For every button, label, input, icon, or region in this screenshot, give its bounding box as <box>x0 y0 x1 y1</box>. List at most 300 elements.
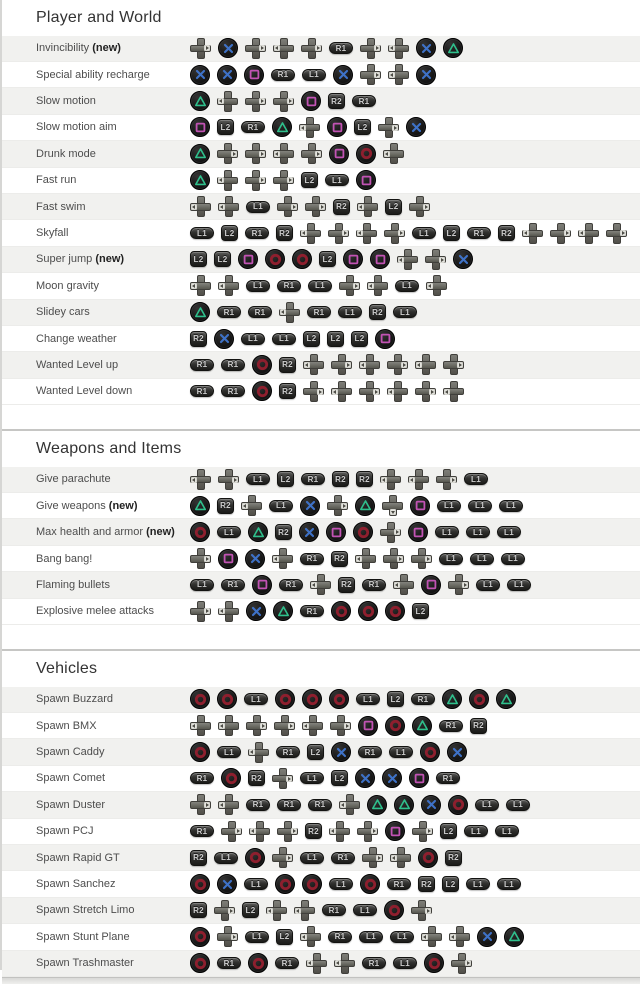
cheat-name-text: Spawn Trashmaster <box>36 957 134 970</box>
cheat-row <box>2 352 640 378</box>
ps-r1-icon: R1 <box>279 579 303 591</box>
ps-r1-icon: R1 <box>358 746 382 758</box>
ps-r2-icon: R2 <box>190 331 207 347</box>
ps-r2-icon: R2 <box>333 199 350 215</box>
ps-l1-icon: L1 <box>244 693 268 705</box>
ps-square-icon <box>408 522 428 542</box>
cheat-name <box>36 227 190 239</box>
ps-circle-icon <box>190 874 210 894</box>
cheat-name <box>36 799 190 811</box>
cheat-row <box>2 924 640 950</box>
cheat-name <box>36 359 190 371</box>
ps-r1-icon: R1 <box>300 605 324 617</box>
cheat-name-text: Flaming bullets <box>36 578 110 591</box>
dpad-left-icon <box>248 742 269 763</box>
ps-r1-icon: R1 <box>436 772 460 784</box>
ps-cross-icon <box>416 38 436 58</box>
ps-l1-icon: L1 <box>464 825 488 837</box>
ps-circle-icon <box>292 249 312 269</box>
cheat-row <box>2 467 640 493</box>
ps-l1-icon: L1 <box>475 799 499 811</box>
button-sequence <box>190 91 376 112</box>
button-sequence <box>190 715 487 736</box>
dpad-left-icon <box>218 275 239 296</box>
ps-cross-icon <box>190 65 210 85</box>
button-sequence <box>190 689 516 709</box>
cheat-name <box>36 69 190 81</box>
ps-circle-icon <box>190 522 210 542</box>
dpad-right-icon <box>305 196 326 217</box>
cheat-name-text: Max health and armor <box>36 526 143 539</box>
cheat-row <box>2 572 640 598</box>
dpad-right-icon <box>606 223 627 244</box>
ps-r2-icon: R2 <box>356 471 373 487</box>
ps-r1-icon: R1 <box>352 95 376 107</box>
dpad-right-icon <box>273 170 294 191</box>
ps-circle-icon <box>190 927 210 947</box>
dpad-right-icon <box>301 38 322 59</box>
button-sequence <box>190 38 463 59</box>
cheat-name-text: Skyfall <box>36 227 69 240</box>
ps-l1-icon: L1 <box>245 931 269 943</box>
cheat-name <box>36 852 190 864</box>
dpad-right-icon <box>277 196 298 217</box>
ps-triangle-icon <box>190 170 210 190</box>
ps-l1-icon: L1 <box>507 579 531 591</box>
ps-l1-icon: L1 <box>244 878 268 890</box>
ps-l1-icon: L1 <box>190 227 214 239</box>
ps-r2-icon: R2 <box>190 902 207 918</box>
cheat-name <box>36 772 190 784</box>
ps-r1-icon: R1 <box>217 306 241 318</box>
ps-l1-icon: L1 <box>464 473 488 485</box>
dpad-left-icon <box>218 794 239 815</box>
dpad-right-icon <box>383 548 404 569</box>
page-bottom-edge <box>2 977 640 984</box>
ps-circle-icon <box>252 355 272 375</box>
ps-cross-icon <box>245 549 265 569</box>
ps-l2-icon: L2 <box>354 119 371 135</box>
dpad-right-icon <box>274 715 295 736</box>
dpad-right-icon <box>451 953 472 974</box>
cheat-name-text: Spawn Buzzard <box>36 693 114 706</box>
ps-r2-icon: R2 <box>328 93 345 109</box>
ps-r1-icon: R1 <box>190 825 214 837</box>
new-badge: (new) <box>92 42 121 55</box>
ps-triangle-icon <box>248 522 268 542</box>
dpad-right-icon <box>217 143 238 164</box>
dpad-left-icon <box>331 381 352 402</box>
button-sequence <box>190 64 436 85</box>
ps-circle-icon <box>356 144 376 164</box>
button-sequence <box>190 926 524 947</box>
ps-r1-icon: R1 <box>277 280 301 292</box>
dpad-left-icon <box>334 953 355 974</box>
ps-r2-icon: R2 <box>305 823 322 839</box>
dpad-left-icon <box>279 302 300 323</box>
ps-square-icon <box>238 249 258 269</box>
ps-square-icon <box>190 117 210 137</box>
ps-triangle-icon <box>443 38 463 58</box>
cheat-row <box>2 546 640 572</box>
cheat-name-text: Special ability recharge <box>36 68 150 81</box>
ps-l1-icon: L1 <box>329 878 353 890</box>
cheat-row <box>2 819 640 845</box>
ps-circle-icon <box>329 689 349 709</box>
dpad-right-icon <box>328 223 349 244</box>
ps-l1-icon: L1 <box>302 69 326 81</box>
dpad-right-icon <box>301 143 322 164</box>
cheat-name-text: Give weapons <box>36 499 106 512</box>
ps-square-icon <box>244 65 264 85</box>
dpad-left-icon <box>443 381 464 402</box>
dpad-left-icon <box>393 574 414 595</box>
ps-l2-icon: L2 <box>442 876 459 892</box>
dpad-right-icon <box>360 38 381 59</box>
ps-l2-icon: L2 <box>221 225 238 241</box>
dpad-left-icon <box>421 926 442 947</box>
cheat-row <box>2 326 640 352</box>
cheat-row <box>2 273 640 299</box>
cheat-row <box>2 168 640 194</box>
button-sequence <box>190 275 447 296</box>
section-player-and-world <box>2 0 640 405</box>
ps-triangle-icon <box>496 689 516 709</box>
cheat-row <box>2 519 640 545</box>
ps-cross-icon <box>453 249 473 269</box>
dpad-left-icon <box>356 223 377 244</box>
cheat-name-text: Spawn Caddy <box>36 746 105 759</box>
ps-square-icon <box>370 249 390 269</box>
ps-square-icon <box>409 768 429 788</box>
dpad-right-icon <box>327 495 348 516</box>
ps-l2-icon: L2 <box>301 172 318 188</box>
ps-l1-icon: L1 <box>389 746 413 758</box>
cheats-page <box>2 0 640 977</box>
ps-triangle-icon <box>412 716 432 736</box>
ps-l1-icon: L1 <box>497 526 521 538</box>
ps-cross-icon <box>246 601 266 621</box>
ps-l1-icon: L1 <box>246 473 270 485</box>
dpad-left-icon <box>299 117 320 138</box>
ps-square-icon <box>421 575 441 595</box>
cheat-row <box>2 687 640 713</box>
cheat-name-text: Fast run <box>36 174 77 187</box>
cheat-name-text: Spawn Stretch Limo <box>36 904 135 917</box>
cheat-name <box>36 174 190 186</box>
dpad-left-icon <box>217 170 238 191</box>
ps-l2-icon: L2 <box>443 225 460 241</box>
ps-cross-icon <box>477 927 497 947</box>
dpad-left-icon <box>339 794 360 815</box>
ps-l1-icon: L1 <box>300 772 324 784</box>
ps-l1-icon: L1 <box>325 174 349 186</box>
button-sequence <box>190 794 530 815</box>
ps-l2-icon: L2 <box>327 331 344 347</box>
dpad-right-icon <box>415 381 436 402</box>
cheat-name-text: Bang bang! <box>36 552 93 565</box>
ps-l1-icon: L1 <box>470 553 494 565</box>
cheat-row <box>2 898 640 924</box>
ps-l2-icon: L2 <box>214 251 231 267</box>
ps-l1-icon: L1 <box>395 280 419 292</box>
dpad-right-icon <box>190 601 211 622</box>
dpad-left-icon <box>388 64 409 85</box>
button-sequence <box>190 170 376 191</box>
ps-square-icon <box>358 716 378 736</box>
ps-r1-icon: R1 <box>301 473 325 485</box>
dpad-left-icon <box>266 900 287 921</box>
dpad-left-icon <box>241 495 262 516</box>
ps-r1-icon: R1 <box>362 579 386 591</box>
dpad-right-icon <box>436 469 457 490</box>
dpad-right-icon <box>303 381 324 402</box>
ps-cross-icon <box>218 38 238 58</box>
dpad-right-icon <box>425 249 446 270</box>
cheat-name <box>36 473 190 485</box>
ps-l1-icon: L1 <box>338 306 362 318</box>
ps-cross-icon <box>299 522 319 542</box>
dpad-left-icon <box>408 469 429 490</box>
ps-r2-icon: R2 <box>279 383 296 399</box>
ps-circle-icon <box>275 874 295 894</box>
ps-cross-icon <box>300 496 320 516</box>
cheat-name <box>36 746 190 758</box>
dpad-left-icon <box>329 821 350 842</box>
dpad-left-icon <box>357 196 378 217</box>
button-sequence <box>190 469 488 490</box>
ps-square-icon <box>327 117 347 137</box>
new-badge: (new) <box>95 253 125 266</box>
dpad-left-icon <box>388 38 409 59</box>
cheat-name <box>36 720 190 732</box>
ps-r2-icon: R2 <box>470 718 487 734</box>
button-sequence <box>190 354 464 375</box>
ps-square-icon <box>329 144 349 164</box>
ps-triangle-icon <box>272 117 292 137</box>
ps-circle-icon <box>418 848 438 868</box>
cheat-row <box>2 379 640 405</box>
dpad-right-icon <box>357 821 378 842</box>
section-title: Vehicles <box>36 660 98 677</box>
button-sequence <box>190 900 432 921</box>
dpad-right-icon <box>190 548 211 569</box>
cheat-name-text: Give parachute <box>36 473 111 486</box>
cheat-name-text: Spawn Duster <box>36 798 106 811</box>
cheat-name-text: Change weather <box>36 332 117 345</box>
ps-triangle-icon <box>190 91 210 111</box>
cheat-name <box>36 957 190 969</box>
dpad-right-icon <box>330 715 351 736</box>
ps-triangle-icon <box>394 795 414 815</box>
ps-triangle-icon <box>442 689 462 709</box>
ps-r1-icon: R1 <box>387 878 411 890</box>
button-sequence <box>190 522 521 543</box>
ps-r1-icon: R1 <box>246 799 270 811</box>
ps-l1-icon: L1 <box>412 227 436 239</box>
ps-l1-icon: L1 <box>246 201 270 213</box>
ps-l1-icon: L1 <box>435 526 459 538</box>
ps-r2-icon: R2 <box>331 551 348 567</box>
ps-square-icon <box>326 522 346 542</box>
cheat-name <box>36 385 190 397</box>
ps-r1-icon: R1 <box>328 931 352 943</box>
dpad-right-icon <box>387 354 408 375</box>
dpad-right-icon <box>245 91 266 112</box>
cheat-row <box>2 845 640 871</box>
dpad-right-icon <box>550 223 571 244</box>
dpad-left-icon <box>578 223 599 244</box>
ps-l1-icon: L1 <box>393 306 417 318</box>
cheat-row <box>2 739 640 765</box>
ps-circle-icon <box>420 742 440 762</box>
ps-l1-icon: L1 <box>390 931 414 943</box>
ps-r1-icon: R1 <box>331 852 355 864</box>
dpad-right-icon <box>411 548 432 569</box>
ps-cross-icon <box>447 742 467 762</box>
dpad-right-icon <box>214 900 235 921</box>
cheat-name-text: Wanted Level down <box>36 385 133 398</box>
ps-r2-icon: R2 <box>418 876 435 892</box>
dpad-left-icon <box>367 275 388 296</box>
ps-r1-icon: R1 <box>322 904 346 916</box>
dpad-right-icon <box>273 91 294 112</box>
ps-r2-icon: R2 <box>498 225 515 241</box>
ps-cross-icon <box>217 65 237 85</box>
ps-r1-icon: R1 <box>467 227 491 239</box>
section-title: Weapons and Items <box>36 440 182 458</box>
dpad-left-icon <box>217 91 238 112</box>
button-sequence <box>190 874 521 894</box>
ps-r2-icon: R2 <box>338 577 355 593</box>
ps-r1-icon: R1 <box>190 359 214 371</box>
cheat-name <box>36 553 190 565</box>
button-sequence <box>190 821 519 842</box>
dpad-left-icon <box>249 821 270 842</box>
cheat-name <box>36 693 190 705</box>
dpad-right-icon <box>362 847 383 868</box>
ps-square-icon <box>356 170 376 190</box>
dpad-right-icon <box>272 768 293 789</box>
ps-r1-icon: R1 <box>221 385 245 397</box>
ps-circle-icon <box>245 848 265 868</box>
button-sequence <box>190 847 462 868</box>
dpad-right-icon <box>331 354 352 375</box>
ps-r1-icon: R1 <box>190 772 214 784</box>
dpad-left-icon <box>218 196 239 217</box>
cheat-name <box>36 605 190 617</box>
ps-l2-icon: L2 <box>277 471 294 487</box>
cheat-name-text: Invincibility <box>36 42 90 55</box>
cheat-name-text: Spawn Stunt Plane <box>36 930 130 943</box>
ps-circle-icon <box>248 953 268 973</box>
dpad-right-icon <box>272 847 293 868</box>
section-vehicles <box>2 649 640 977</box>
ps-l2-icon: L2 <box>351 331 368 347</box>
ps-r1-icon: R1 <box>276 746 300 758</box>
ps-triangle-icon <box>190 144 210 164</box>
ps-circle-icon <box>265 249 285 269</box>
ps-l1-icon: L1 <box>214 852 238 864</box>
ps-r1-icon: R1 <box>248 306 272 318</box>
ps-r1-icon: R1 <box>277 799 301 811</box>
ps-l1-icon: L1 <box>506 799 530 811</box>
cheat-row <box>2 88 640 114</box>
dpad-left-icon <box>310 574 331 595</box>
dpad-left-icon <box>273 38 294 59</box>
dpad-right-icon <box>190 794 211 815</box>
ps-l2-icon: L2 <box>303 331 320 347</box>
ps-circle-icon <box>385 601 405 621</box>
ps-circle-icon <box>302 874 322 894</box>
dpad-right-icon <box>448 574 469 595</box>
cheat-name <box>36 931 190 943</box>
ps-l1-icon: L1 <box>269 500 293 512</box>
cheat-name-text: Explosive melee attacks <box>36 605 154 618</box>
dpad-right-icon <box>360 64 381 85</box>
ps-l2-icon: L2 <box>242 902 259 918</box>
ps-r2-icon: R2 <box>190 850 207 866</box>
cheat-name <box>36 825 190 837</box>
ps-triangle-icon <box>355 496 375 516</box>
cheat-name-text: Spawn Comet <box>36 772 106 785</box>
button-sequence <box>190 196 430 217</box>
ps-r1-icon: R1 <box>271 69 295 81</box>
ps-l2-icon: L2 <box>276 929 293 945</box>
ps-triangle-icon <box>504 927 524 947</box>
ps-cross-icon <box>217 874 237 894</box>
dpad-left-icon <box>415 354 436 375</box>
cheat-name <box>36 904 190 916</box>
button-sequence <box>190 143 404 164</box>
cheat-name-text: Spawn PCJ <box>36 825 94 838</box>
ps-r1-icon: R1 <box>329 42 353 54</box>
ps-l1-icon: L1 <box>499 500 523 512</box>
ps-cross-icon <box>333 65 353 85</box>
ps-cross-icon <box>331 742 351 762</box>
dpad-left-icon <box>190 469 211 490</box>
ps-r1-icon: R1 <box>275 957 299 969</box>
button-sequence <box>190 117 426 138</box>
dpad-left-icon <box>302 715 323 736</box>
dpad-right-icon <box>218 469 239 490</box>
ps-cross-icon <box>416 65 436 85</box>
ps-r2-icon: R2 <box>445 850 462 866</box>
dpad-right-icon <box>190 38 211 59</box>
dpad-right-icon <box>359 381 380 402</box>
ps-r1-icon: R1 <box>217 957 241 969</box>
dpad-left-icon <box>359 354 380 375</box>
new-badge: (new) <box>108 499 138 512</box>
dpad-left-icon <box>380 469 401 490</box>
ps-square-icon <box>375 329 395 349</box>
dpad-left-icon <box>190 715 211 736</box>
dpad-right-icon <box>245 143 266 164</box>
ps-r1-icon: R1 <box>439 720 463 732</box>
ps-r1-icon: R1 <box>300 553 324 565</box>
cheat-row <box>2 493 640 519</box>
cheat-row <box>2 951 640 977</box>
dpad-left-icon <box>273 143 294 164</box>
cheat-name <box>36 253 190 265</box>
ps-l1-icon: L1 <box>476 579 500 591</box>
cheat-name <box>36 42 190 54</box>
cheat-row <box>2 871 640 897</box>
cheat-row <box>2 220 640 246</box>
ps-r1-icon: R1 <box>308 799 332 811</box>
dpad-left-icon <box>387 381 408 402</box>
cheat-name <box>36 121 190 133</box>
